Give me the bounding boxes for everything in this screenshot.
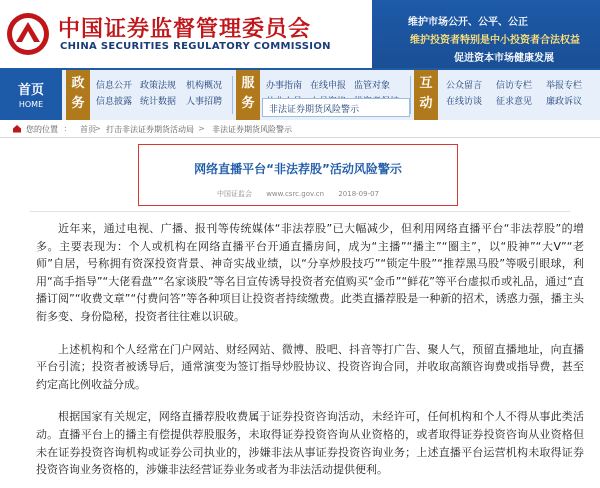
nav-link-interview[interactable]: 在线访谈 bbox=[446, 97, 483, 107]
divider bbox=[30, 211, 570, 212]
nav-divider bbox=[232, 76, 233, 114]
service-dropdown bbox=[262, 98, 410, 117]
article-meta bbox=[139, 189, 457, 199]
nav-link-message[interactable]: 公众留言 bbox=[446, 81, 483, 91]
slogan-banner bbox=[372, 0, 600, 68]
breadcrumb-home[interactable]: 首页 bbox=[80, 125, 96, 134]
nav-divider bbox=[410, 76, 411, 114]
article-paragraph: 上述机构和个人经常在门户网站、财经网站、微博、股吧、抖音等打广告、聚人气，预留直播地址，向直播平台引流；投资者被诱导后，通常演变为签订指导炒股协议、投资咨询合同，并收取高额咨询费或指导费，甚至约定高比例收益分成。 bbox=[36, 342, 584, 391]
breadcrumb bbox=[0, 120, 600, 138]
breadcrumb-separator: > bbox=[94, 124, 101, 133]
nav-home-label: 首页 bbox=[17, 83, 44, 98]
nav-link-petition[interactable]: 信访专栏 bbox=[496, 81, 533, 91]
article-date: 2018-09-07 bbox=[338, 190, 380, 198]
article-header-highlight bbox=[138, 144, 458, 206]
nav-link-policy[interactable]: 政策法规 bbox=[140, 81, 177, 91]
nav-home-sublabel: HOME bbox=[18, 100, 44, 109]
breadcrumb-dept[interactable]: 打击非法证券期货活动局 bbox=[106, 125, 194, 134]
slogan-3: 促进资本市场健康发展 bbox=[454, 53, 554, 64]
breadcrumb-current[interactable]: 非法证券期货风险警示 bbox=[212, 125, 292, 134]
nav-category-government[interactable]: 政务 bbox=[66, 70, 90, 120]
site-header bbox=[0, 0, 600, 68]
nav-category-interaction[interactable]: 互动 bbox=[414, 70, 438, 120]
csrc-emblem-icon bbox=[6, 12, 50, 56]
nav-link-guide[interactable]: 办事指南 bbox=[266, 81, 303, 91]
nav-link-recruit[interactable]: 人事招聘 bbox=[186, 97, 223, 107]
breadcrumb-prefix: 您的位置 bbox=[26, 125, 58, 134]
breadcrumb-separator: : bbox=[64, 124, 67, 133]
nav-link-statistics[interactable]: 统计数据 bbox=[140, 97, 177, 107]
nav-link-regulated[interactable]: 监管对象 bbox=[354, 81, 391, 91]
nav-home-button[interactable] bbox=[0, 70, 62, 120]
site-title: 中国证券监督管理委员会 bbox=[58, 16, 312, 42]
nav-link-online-apply[interactable]: 在线申报 bbox=[310, 81, 347, 91]
nav-link-integrity[interactable]: 廉政诉议 bbox=[546, 97, 583, 107]
nav-link-report[interactable]: 举报专栏 bbox=[546, 81, 583, 91]
nav-link-comments[interactable]: 征求意见 bbox=[496, 97, 533, 107]
nav-link-info-public[interactable]: 信息公开 bbox=[96, 81, 133, 91]
nav-link-disclosure[interactable]: 信息披露 bbox=[96, 97, 133, 107]
nav-category-service[interactable]: 服务 bbox=[236, 70, 260, 120]
article-source: 中国证监会 bbox=[216, 190, 252, 198]
site-subtitle: CHINA SECURITIES REGULATORY COMMISSION bbox=[60, 41, 331, 52]
nav-link-org[interactable]: 机构概况 bbox=[186, 81, 223, 91]
dropdown-item-risk-warning[interactable]: 非法证券期货风险警示 bbox=[269, 105, 360, 115]
home-icon bbox=[12, 124, 22, 133]
article-url: www.csrc.gov.cn bbox=[266, 190, 325, 198]
slogan-2: 维护投资者特别是中小投资者合法权益 bbox=[410, 35, 580, 46]
slogan-1: 维护市场公开、公平、公正 bbox=[408, 17, 528, 28]
article-title: 网络直播平台“非法荐股”活动风险警示 bbox=[194, 162, 402, 176]
article-paragraph: 根据国家有关规定，网络直播荐股收费属于证券投资咨询活动，未经许可，任何机构和个人不得从事此类活动。直播平台上的播主有偿提供荐股服务，未取得证券投资咨询从业资格的，或者取得证券投资咨询从业资格但未在证券投资咨询机构或证券公司执业的，涉嫌非法从事证券投资咨询业务；上述直播平台运营机构未取得证券投资咨询业务资格的，涉嫌非法经营证券业务或者为非法活动提供便利。 bbox=[36, 410, 584, 477]
article-body bbox=[36, 220, 584, 488]
breadcrumb-separator: > bbox=[198, 124, 205, 133]
article-paragraph: 近年来，通过电视、广播、报刊等传统媒体“非法荐股”已大幅减少，但利用网络直播平台“非法荐股”的增多。主要表现为：个人或机构在网络直播平台开通直播房间，成为“主播”“播主”“圈主”，以“股神”“大V”“老师”自居，号称拥有资深投资背景、神奇实战业绩，以“分享炒股技巧”“锁定牛股”“推荐黑马股”等吸引眼球，利用“高手指导”“大佬看盘”“名家谈股”等名目宣传诱导投资者充值购买“金币”“鲜花”等平台虚拟币或礼品，通过“直播订阅”“收费文章”“付费问答”等各种项目让投资者持续缴费。此类直播荐股是一种新的招术，诱惑力强，播主头衔多变、身份隐秘，投资者往往难以识破。 bbox=[36, 222, 584, 323]
